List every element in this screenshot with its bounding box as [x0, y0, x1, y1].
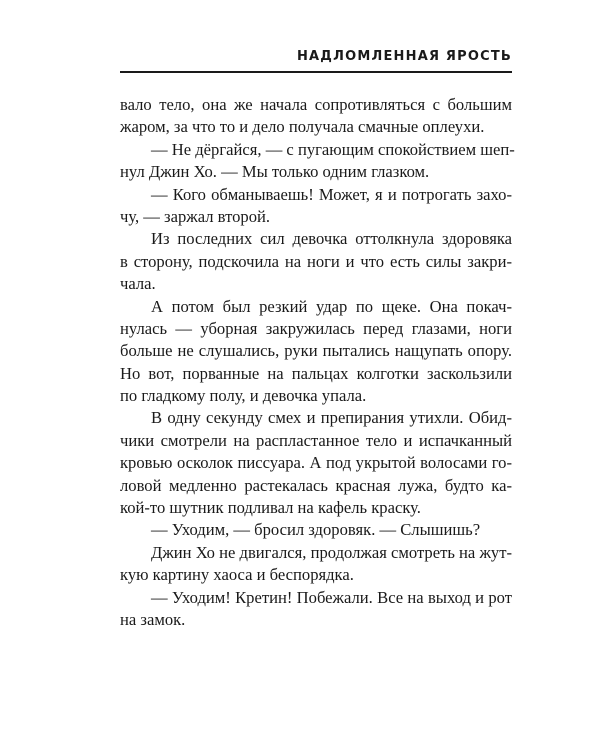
text-line: чала.	[120, 274, 156, 294]
running-title: НАДЛОМЛЕННАЯ ЯРОСТЬ	[296, 49, 512, 64]
text-line: нул Джин Хо. — Мы только одним глазком.	[120, 162, 430, 182]
text-line: кую картину хаоса и беспорядка.	[120, 565, 354, 585]
text-line: на замок.	[120, 609, 186, 629]
text-line: — Уходим! Кретин! Побежали. Все на выход и рот	[151, 587, 512, 607]
text-line: ловой медленно растекалась красная лужа, будто ка-	[120, 475, 512, 495]
running-header	[120, 47, 512, 73]
text-line: А потом был резкий удар по щеке. Она покач-	[151, 296, 512, 316]
text-line: больше не слушались, руки пытались нащупать опору.	[120, 341, 512, 361]
text-line: — Уходим, — бросил здоровяк. — Слышишь?	[151, 520, 481, 540]
text-line: нулась — уборная закружилась перед глазами, ноги	[120, 318, 512, 338]
text-line: В одну секунду смех и препирания утихли. Обид-	[151, 408, 512, 428]
text-line: чики смотрели на распластанное тело и испачканный	[120, 430, 512, 450]
text-line: кой-то шутник подливал на кафель краску.	[120, 498, 421, 518]
text-line: в сторону, подскочила на ноги и что есть силы закри-	[120, 251, 512, 271]
text-line: — Не дёргайся, — с пугающим спокойствием шеп-	[151, 139, 515, 159]
text-line: жаром, за что то и дело получала смачные оплеухи.	[120, 117, 485, 137]
text-line: вало тело, она же начала сопротивляться с большим	[120, 95, 512, 114]
text-line: кровью осколок писсуара. А под укрытой волосами го-	[120, 453, 512, 473]
text-line: по гладкому полу, и девочка упала.	[120, 386, 367, 406]
text-line: Джин Хо не двигался, продолжая смотреть на жут-	[151, 542, 512, 562]
text-line: чу, — заржал второй.	[120, 206, 271, 226]
text-line: — Кого обманываешь! Может, я и потрогать захо-	[151, 184, 512, 204]
page-body-text	[120, 94, 515, 631]
text-line: Но вот, порванные на пальцах колготки заскользили	[120, 363, 512, 383]
text-line: Из последних сил девочка оттолкнула здоровяка	[151, 229, 512, 249]
